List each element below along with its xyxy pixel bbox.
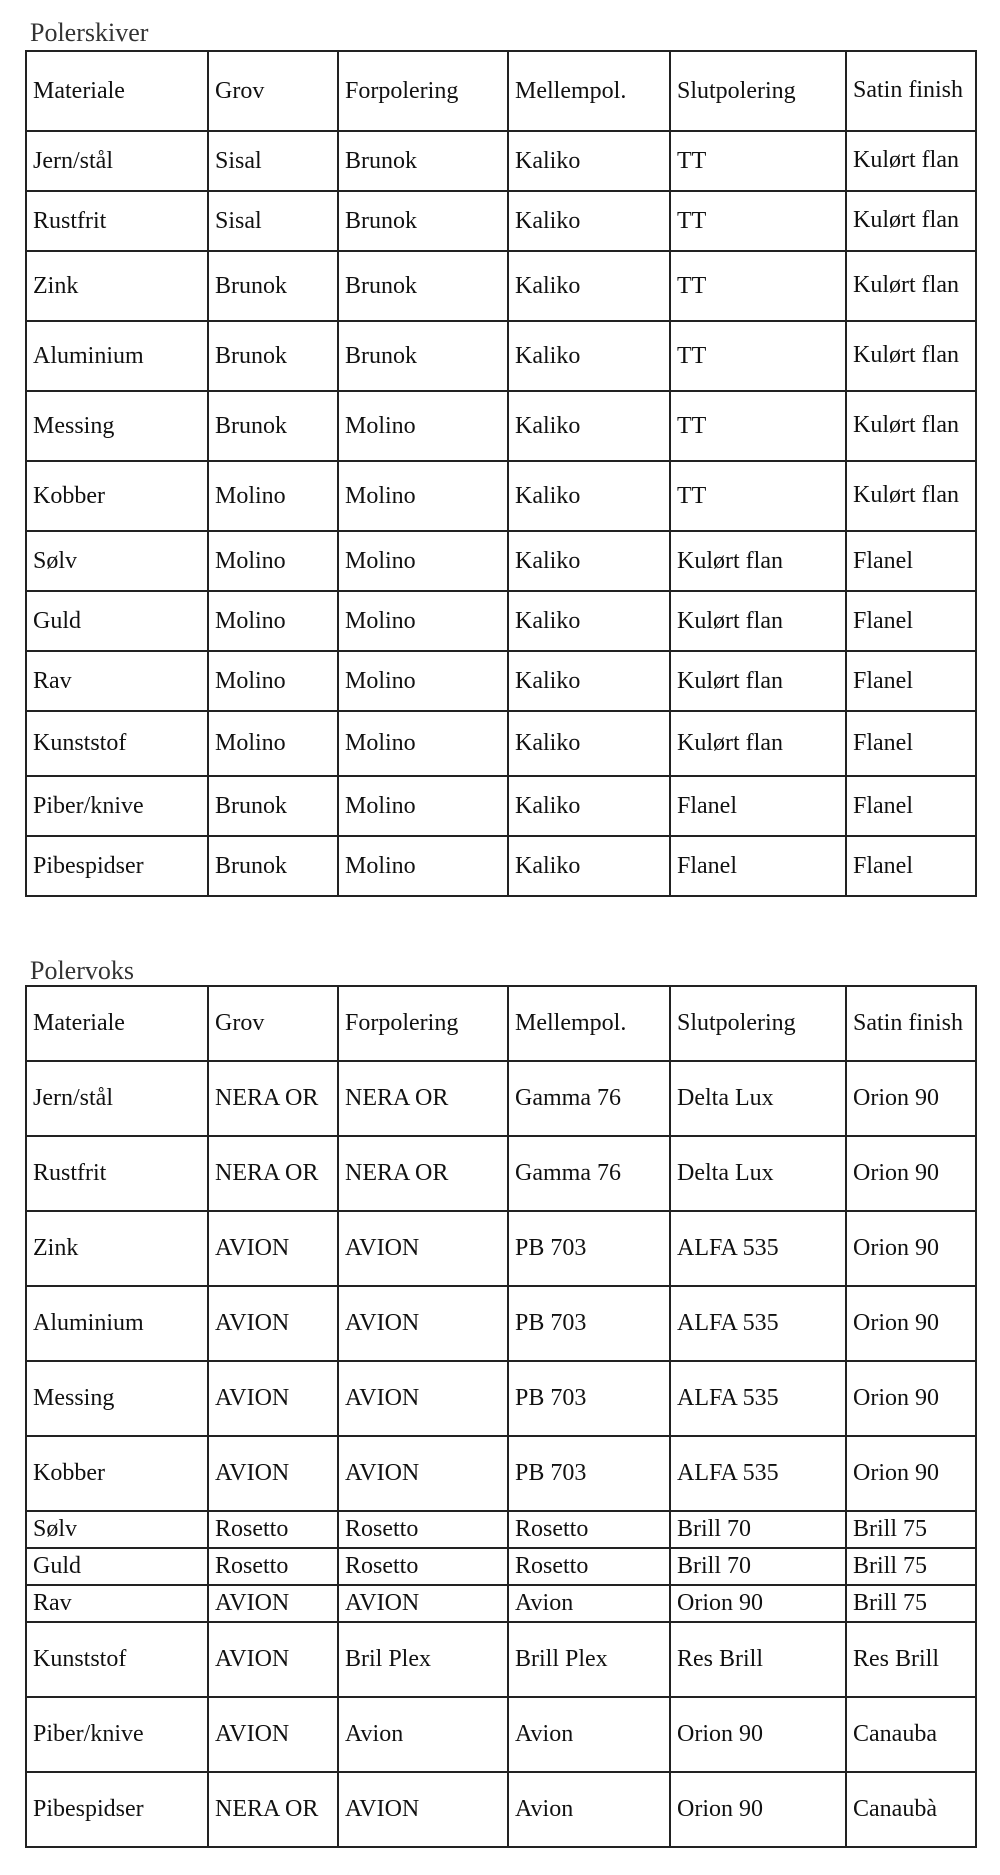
cell-grov: Brunok bbox=[208, 251, 338, 321]
cell-materiale: Sølv bbox=[26, 1511, 208, 1548]
table-row bbox=[26, 191, 976, 251]
table-row bbox=[26, 1436, 976, 1511]
header-forpolering: Forpolering bbox=[338, 51, 508, 131]
cell-mellempol: Brill Plex bbox=[508, 1622, 670, 1697]
table-row bbox=[26, 391, 976, 461]
table-row bbox=[26, 1136, 976, 1211]
cell-grov: AVION bbox=[208, 1585, 338, 1622]
cell-slutpolering: Kulørt flan bbox=[670, 651, 846, 711]
cell-satin-finish: Orion 90 bbox=[846, 1211, 976, 1286]
cell-forpolering: Molino bbox=[338, 651, 508, 711]
table-row bbox=[26, 461, 976, 531]
cell-slutpolering: Kulørt flan bbox=[670, 591, 846, 651]
cell-slutpolering: Delta Lux bbox=[670, 1136, 846, 1211]
table-row bbox=[26, 776, 976, 836]
cell-mellempol: PB 703 bbox=[508, 1211, 670, 1286]
table-row bbox=[26, 1061, 976, 1136]
cell-mellempol: Kaliko bbox=[508, 191, 670, 251]
header-materiale: Materiale bbox=[26, 986, 208, 1061]
cell-forpolering: Brunok bbox=[338, 321, 508, 391]
cell-mellempol: Kaliko bbox=[508, 251, 670, 321]
cell-materiale: Aluminium bbox=[26, 321, 208, 391]
header-satin-finish: Satin finish bbox=[846, 51, 976, 131]
table-row bbox=[26, 1286, 976, 1361]
cell-grov: Sisal bbox=[208, 131, 338, 191]
cell-mellempol: Avion bbox=[508, 1697, 670, 1772]
header-row bbox=[26, 51, 976, 131]
cell-forpolering: Molino bbox=[338, 836, 508, 896]
cell-forpolering: NERA OR bbox=[338, 1136, 508, 1211]
cell-slutpolering: Kulørt flan bbox=[670, 531, 846, 591]
cell-mellempol: Avion bbox=[508, 1585, 670, 1622]
header-mellempol: Mellempol. bbox=[508, 51, 670, 131]
table-row bbox=[26, 1622, 976, 1697]
table-row bbox=[26, 1211, 976, 1286]
header-grov: Grov bbox=[208, 51, 338, 131]
cell-mellempol: Kaliko bbox=[508, 131, 670, 191]
cell-forpolering: NERA OR bbox=[338, 1061, 508, 1136]
cell-materiale: Sølv bbox=[26, 531, 208, 591]
cell-forpolering: Molino bbox=[338, 711, 508, 776]
cell-slutpolering: TT bbox=[670, 191, 846, 251]
cell-grov: Rosetto bbox=[208, 1548, 338, 1585]
cell-materiale: Pibespidser bbox=[26, 1772, 208, 1847]
table-row bbox=[26, 251, 976, 321]
cell-mellempol: Rosetto bbox=[508, 1511, 670, 1548]
cell-slutpolering: Brill 70 bbox=[670, 1548, 846, 1585]
polervoks-title: Polervoks bbox=[30, 956, 134, 985]
cell-satin-finish: Kulørt flan bbox=[846, 461, 976, 531]
polerskiver-title: Polerskiver bbox=[30, 18, 149, 47]
cell-grov: NERA OR bbox=[208, 1772, 338, 1847]
cell-satin-finish: Brill 75 bbox=[846, 1511, 976, 1548]
cell-forpolering: Molino bbox=[338, 461, 508, 531]
cell-forpolering: AVION bbox=[338, 1286, 508, 1361]
cell-materiale: Zink bbox=[26, 1211, 208, 1286]
cell-slutpolering: ALFA 535 bbox=[670, 1436, 846, 1511]
cell-satin-finish: Orion 90 bbox=[846, 1061, 976, 1136]
cell-slutpolering: ALFA 535 bbox=[670, 1361, 846, 1436]
cell-slutpolering: Delta Lux bbox=[670, 1061, 846, 1136]
cell-materiale: Rav bbox=[26, 1585, 208, 1622]
cell-forpolering: Molino bbox=[338, 776, 508, 836]
cell-grov: AVION bbox=[208, 1211, 338, 1286]
cell-satin-finish: Flanel bbox=[846, 711, 976, 776]
cell-satin-finish: Orion 90 bbox=[846, 1361, 976, 1436]
cell-mellempol: Rosetto bbox=[508, 1548, 670, 1585]
cell-materiale: Messing bbox=[26, 1361, 208, 1436]
cell-satin-finish: Kulørt flan bbox=[846, 131, 976, 191]
cell-grov: AVION bbox=[208, 1622, 338, 1697]
cell-materiale: Messing bbox=[26, 391, 208, 461]
cell-grov: Molino bbox=[208, 591, 338, 651]
cell-grov: AVION bbox=[208, 1436, 338, 1511]
cell-mellempol: Gamma 76 bbox=[508, 1061, 670, 1136]
cell-grov: Molino bbox=[208, 531, 338, 591]
cell-forpolering: Brunok bbox=[338, 131, 508, 191]
header-mellempol: Mellempol. bbox=[508, 986, 670, 1061]
cell-satin-finish: Orion 90 bbox=[846, 1136, 976, 1211]
cell-materiale: Guld bbox=[26, 591, 208, 651]
cell-slutpolering: Orion 90 bbox=[670, 1697, 846, 1772]
table-row bbox=[26, 531, 976, 591]
cell-grov: AVION bbox=[208, 1286, 338, 1361]
cell-forpolering: Molino bbox=[338, 391, 508, 461]
cell-materiale: Rustfrit bbox=[26, 1136, 208, 1211]
cell-grov: NERA OR bbox=[208, 1136, 338, 1211]
cell-materiale: Rustfrit bbox=[26, 191, 208, 251]
cell-slutpolering: Kulørt flan bbox=[670, 711, 846, 776]
cell-satin-finish: Canaubà bbox=[846, 1772, 976, 1847]
cell-grov: AVION bbox=[208, 1697, 338, 1772]
cell-satin-finish: Orion 90 bbox=[846, 1286, 976, 1361]
cell-mellempol: Kaliko bbox=[508, 531, 670, 591]
cell-forpolering: Molino bbox=[338, 531, 508, 591]
table-row bbox=[26, 131, 976, 191]
table-row bbox=[26, 1361, 976, 1436]
cell-materiale: Aluminium bbox=[26, 1286, 208, 1361]
cell-materiale: Guld bbox=[26, 1548, 208, 1585]
cell-slutpolering: Orion 90 bbox=[670, 1585, 846, 1622]
header-slutpolering: Slutpolering bbox=[670, 51, 846, 131]
cell-mellempol: Kaliko bbox=[508, 836, 670, 896]
header-materiale: Materiale bbox=[26, 51, 208, 131]
cell-grov: Molino bbox=[208, 651, 338, 711]
cell-forpolering: Brunok bbox=[338, 191, 508, 251]
cell-slutpolering: TT bbox=[670, 131, 846, 191]
cell-satin-finish: Flanel bbox=[846, 591, 976, 651]
cell-forpolering: AVION bbox=[338, 1211, 508, 1286]
header-satin-finish: Satin finish bbox=[846, 986, 976, 1061]
cell-mellempol: Gamma 76 bbox=[508, 1136, 670, 1211]
table-row bbox=[26, 711, 976, 776]
cell-mellempol: PB 703 bbox=[508, 1436, 670, 1511]
cell-mellempol: PB 703 bbox=[508, 1361, 670, 1436]
table-row bbox=[26, 651, 976, 711]
cell-satin-finish: Canauba bbox=[846, 1697, 976, 1772]
cell-satin-finish: Brill 75 bbox=[846, 1585, 976, 1622]
table-row bbox=[26, 1697, 976, 1772]
polervoks-table bbox=[25, 985, 977, 1848]
cell-satin-finish: Res Brill bbox=[846, 1622, 976, 1697]
table-row bbox=[26, 1772, 976, 1847]
cell-slutpolering: TT bbox=[670, 321, 846, 391]
cell-mellempol: PB 703 bbox=[508, 1286, 670, 1361]
cell-satin-finish: Flanel bbox=[846, 651, 976, 711]
cell-mellempol: Kaliko bbox=[508, 591, 670, 651]
cell-slutpolering: TT bbox=[670, 391, 846, 461]
cell-satin-finish: Flanel bbox=[846, 836, 976, 896]
header-row bbox=[26, 986, 976, 1061]
cell-forpolering: Rosetto bbox=[338, 1511, 508, 1548]
cell-mellempol: Kaliko bbox=[508, 461, 670, 531]
cell-mellempol: Kaliko bbox=[508, 776, 670, 836]
cell-mellempol: Kaliko bbox=[508, 321, 670, 391]
cell-satin-finish: Kulørt flan bbox=[846, 391, 976, 461]
cell-slutpolering: Orion 90 bbox=[670, 1772, 846, 1847]
cell-grov: Brunok bbox=[208, 776, 338, 836]
cell-forpolering: Rosetto bbox=[338, 1548, 508, 1585]
table-row bbox=[26, 1585, 976, 1622]
cell-slutpolering: Flanel bbox=[670, 776, 846, 836]
cell-satin-finish: Brill 75 bbox=[846, 1548, 976, 1585]
cell-satin-finish: Kulørt flan bbox=[846, 191, 976, 251]
table-row bbox=[26, 321, 976, 391]
cell-grov: Brunok bbox=[208, 391, 338, 461]
cell-slutpolering: ALFA 535 bbox=[670, 1211, 846, 1286]
header-grov: Grov bbox=[208, 986, 338, 1061]
cell-materiale: Piber/knive bbox=[26, 1697, 208, 1772]
cell-grov: Rosetto bbox=[208, 1511, 338, 1548]
cell-grov: Molino bbox=[208, 461, 338, 531]
cell-satin-finish: Orion 90 bbox=[846, 1436, 976, 1511]
cell-forpolering: Molino bbox=[338, 591, 508, 651]
cell-materiale: Kunststof bbox=[26, 1622, 208, 1697]
table-row bbox=[26, 1511, 976, 1548]
cell-slutpolering: Flanel bbox=[670, 836, 846, 896]
cell-materiale: Piber/knive bbox=[26, 776, 208, 836]
table-row bbox=[26, 591, 976, 651]
cell-mellempol: Kaliko bbox=[508, 711, 670, 776]
cell-slutpolering: TT bbox=[670, 251, 846, 321]
cell-mellempol: Kaliko bbox=[508, 391, 670, 461]
cell-satin-finish: Flanel bbox=[846, 776, 976, 836]
cell-grov: Molino bbox=[208, 711, 338, 776]
cell-slutpolering: TT bbox=[670, 461, 846, 531]
cell-grov: Sisal bbox=[208, 191, 338, 251]
cell-forpolering: Bril Plex bbox=[338, 1622, 508, 1697]
cell-slutpolering: Res Brill bbox=[670, 1622, 846, 1697]
cell-grov: Brunok bbox=[208, 836, 338, 896]
cell-grov: Brunok bbox=[208, 321, 338, 391]
cell-satin-finish: Kulørt flan bbox=[846, 251, 976, 321]
cell-materiale: Kobber bbox=[26, 1436, 208, 1511]
table-row bbox=[26, 836, 976, 896]
cell-forpolering: AVION bbox=[338, 1436, 508, 1511]
cell-satin-finish: Flanel bbox=[846, 531, 976, 591]
header-forpolering: Forpolering bbox=[338, 986, 508, 1061]
header-slutpolering: Slutpolering bbox=[670, 986, 846, 1061]
cell-materiale: Jern/stål bbox=[26, 131, 208, 191]
cell-slutpolering: ALFA 535 bbox=[670, 1286, 846, 1361]
cell-grov: NERA OR bbox=[208, 1061, 338, 1136]
cell-materiale: Rav bbox=[26, 651, 208, 711]
cell-forpolering: Avion bbox=[338, 1697, 508, 1772]
cell-materiale: Pibespidser bbox=[26, 836, 208, 896]
cell-forpolering: Brunok bbox=[338, 251, 508, 321]
table-row bbox=[26, 1548, 976, 1585]
cell-forpolering: AVION bbox=[338, 1361, 508, 1436]
cell-slutpolering: Brill 70 bbox=[670, 1511, 846, 1548]
cell-grov: AVION bbox=[208, 1361, 338, 1436]
polerskiver-table bbox=[25, 50, 977, 897]
cell-materiale: Kunststof bbox=[26, 711, 208, 776]
cell-forpolering: AVION bbox=[338, 1772, 508, 1847]
cell-materiale: Kobber bbox=[26, 461, 208, 531]
cell-mellempol: Avion bbox=[508, 1772, 670, 1847]
cell-forpolering: AVION bbox=[338, 1585, 508, 1622]
cell-materiale: Zink bbox=[26, 251, 208, 321]
cell-materiale: Jern/stål bbox=[26, 1061, 208, 1136]
cell-mellempol: Kaliko bbox=[508, 651, 670, 711]
cell-satin-finish: Kulørt flan bbox=[846, 321, 976, 391]
